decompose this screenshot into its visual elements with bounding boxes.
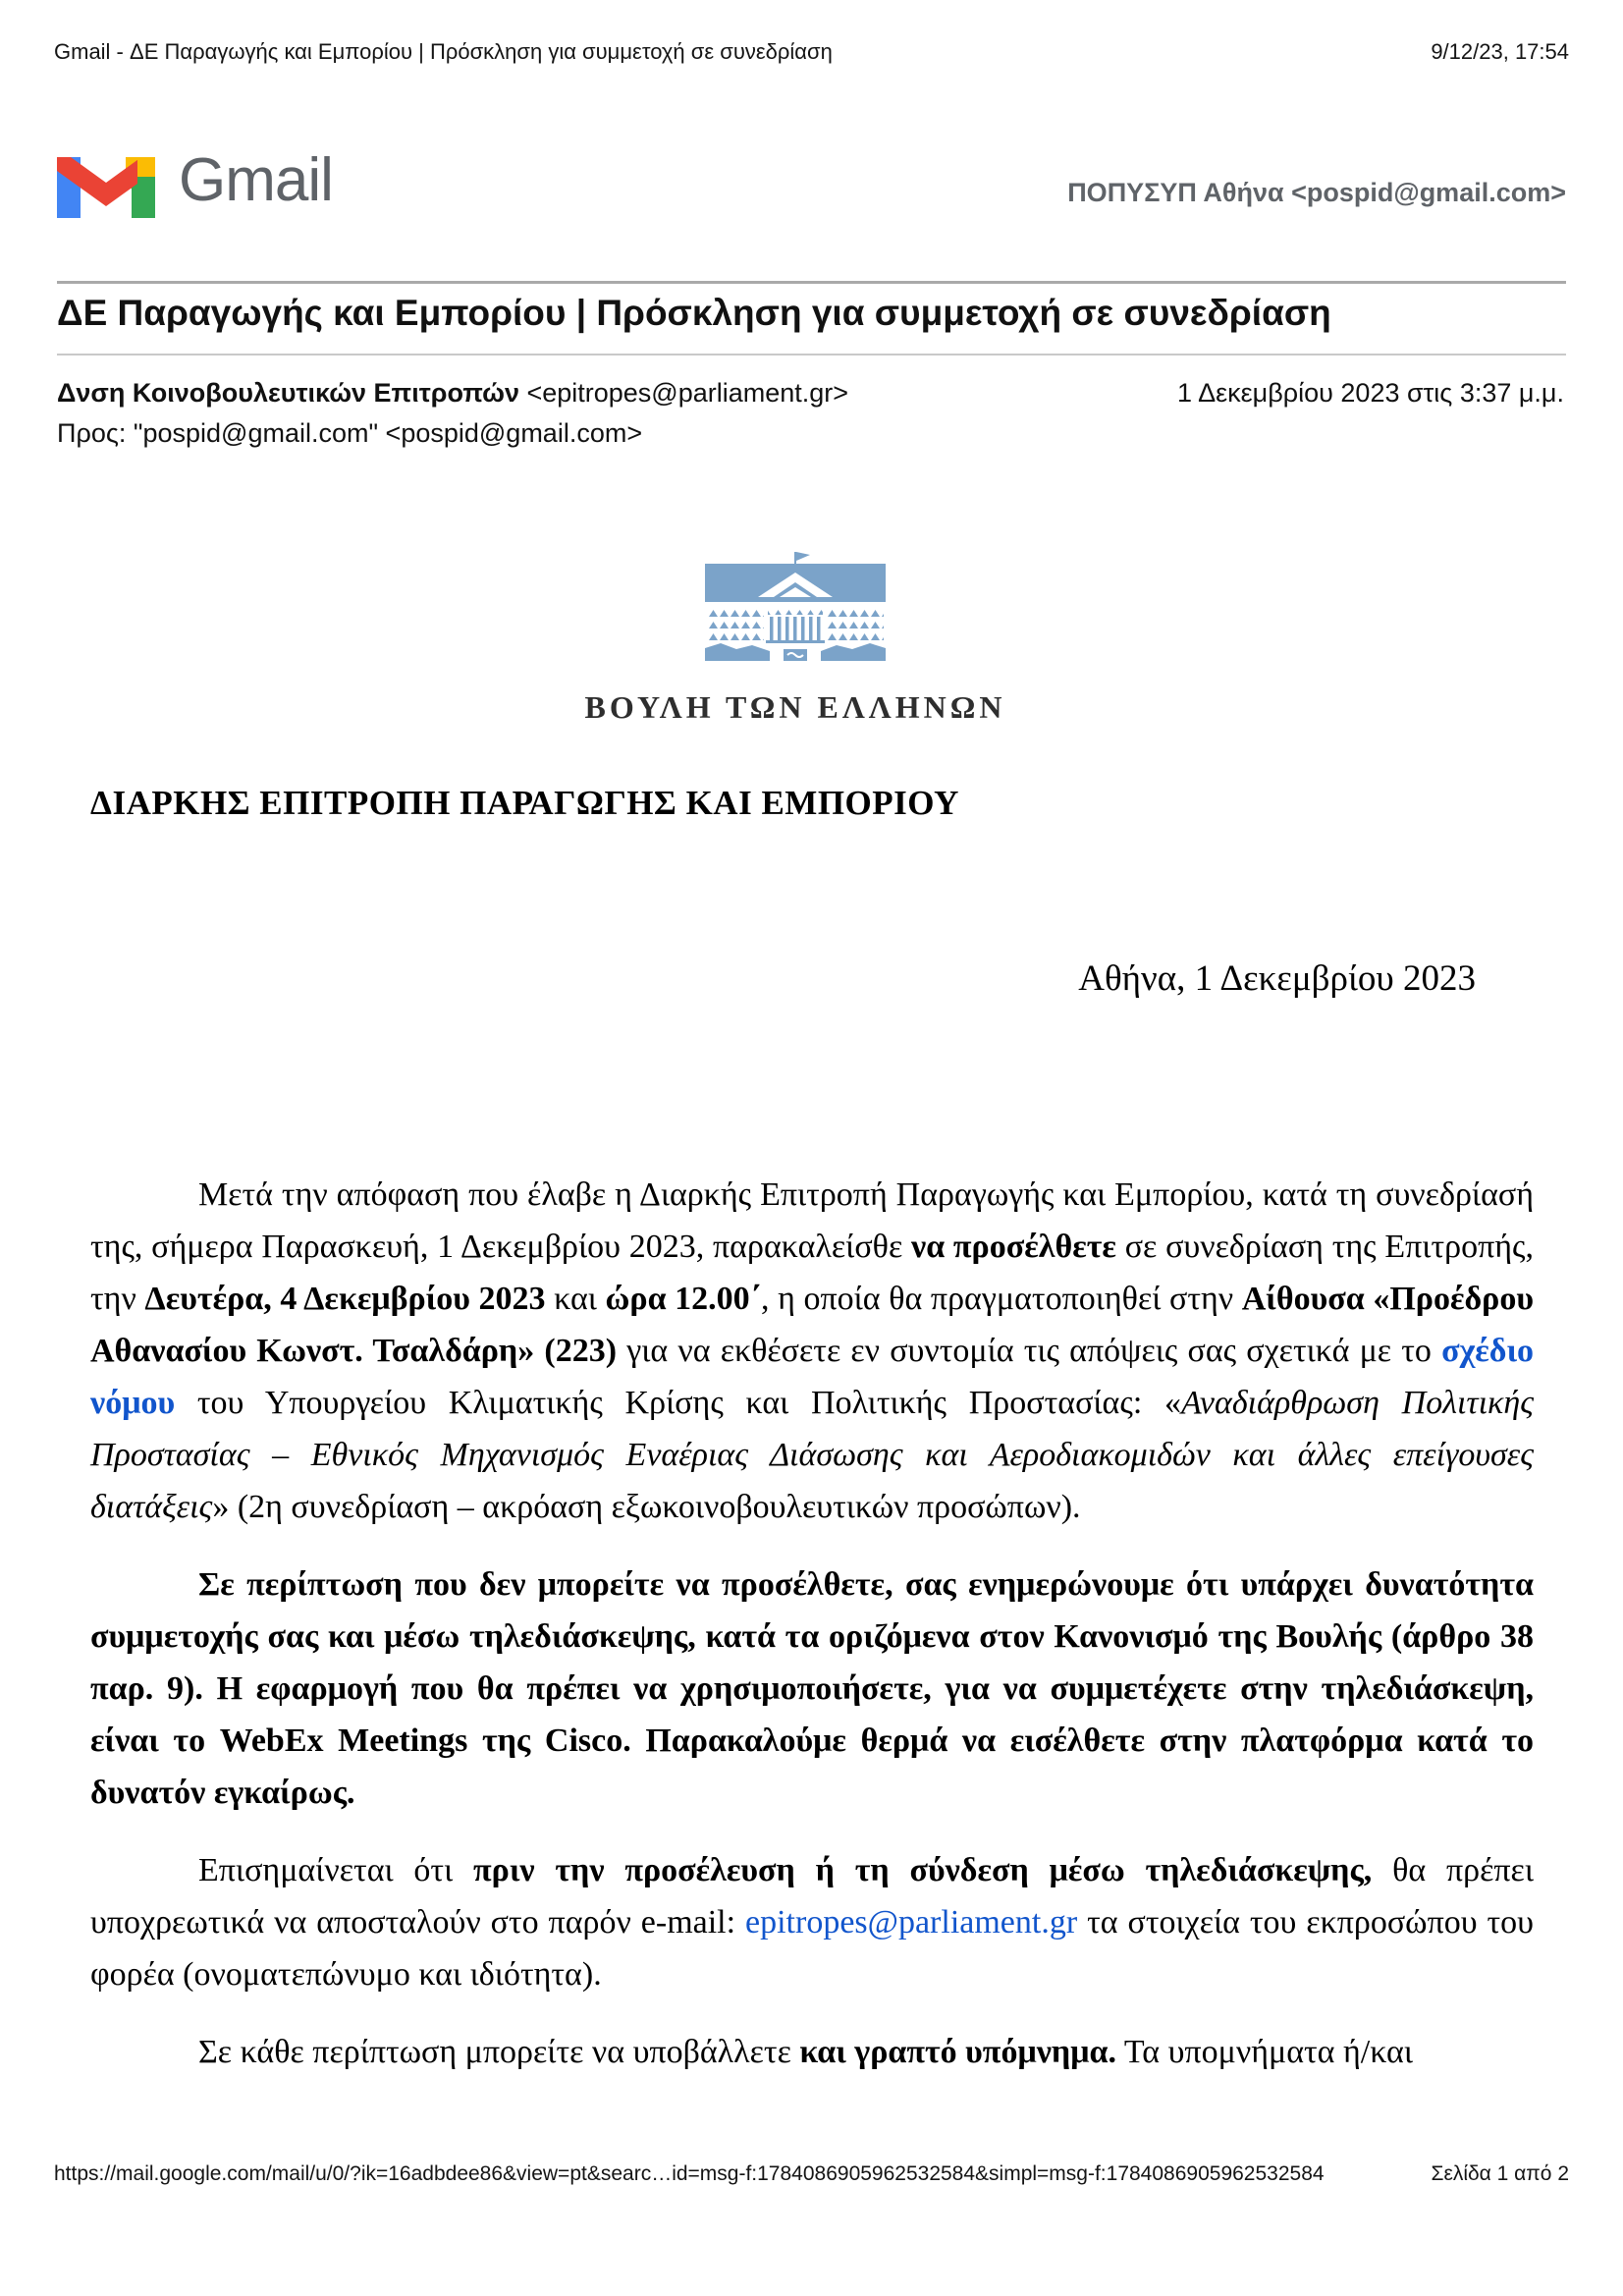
letter-paragraph: [90, 2026, 1534, 2078]
parliament-crest: [0, 550, 1591, 726]
text-segment: σε συνεδρίαση της Επιτροπής, την: [90, 1229, 1534, 1317]
text-segment: Επισημαίνεται ότι: [198, 1852, 474, 1888]
divider-subject: [57, 354, 1566, 355]
text-link[interactable]: σχέδιο νόμου: [90, 1333, 1534, 1421]
text-segment: για να εκθέσετε εν συντομία τις απόψεις σας σχετικά με το: [617, 1333, 1442, 1369]
letter-dateline: Αθήνα, 1 Δεκεμβρίου 2023: [1078, 958, 1476, 999]
print-footer-url: https://mail.google.com/mail/u/0/?ik=16adbdee86&view=pt&searc…id=msg-f:1784086905962532584&simpl=msg-f:1784086905962532584: [54, 2162, 1325, 2185]
text-segment: του Υπουργείου Κλιματικής Κρίσης και Πολιτικής Προστασίας: «: [175, 1385, 1182, 1421]
text-segment: Δευτέρα, 4 Δεκεμβρίου 2023: [144, 1281, 546, 1317]
gmail-logo-icon: [57, 143, 155, 218]
text-segment: ώρα 12.00΄: [605, 1281, 761, 1317]
text-segment: Τα υπομνήματα ή/και: [1115, 2034, 1414, 2070]
text-segment: Αίθουσα «Προέδρου Αθανασίου Κωνστ. Τσαλδάρη» (223): [90, 1281, 1534, 1369]
text-segment: θα πρέπει υποχρεωτικά να αποσταλούν στο παρόν e-mail:: [90, 1852, 1534, 1941]
gmail-brand: [57, 143, 333, 218]
parliament-building-icon: [697, 550, 893, 680]
email-meta: [57, 373, 1564, 454]
from-line: [57, 373, 848, 413]
letter-paragraph: [90, 1844, 1534, 2000]
divider-top: [57, 281, 1566, 284]
text-segment: και: [545, 1281, 606, 1317]
text-segment: τα στοιχεία του εκπροσώπου του φορέα (ονοματεπώνυμο και ιδιότητα).: [90, 1904, 1534, 1993]
text-segment: Σε περίπτωση που δεν μπορείτε να προσέλθετε, σας ενημερώνουμε ότι υπάρχει δυνατότητα συμμετοχής σας και μέσω τηλεδιάσκεψης, κατά τα οριζόμενα στον Κανονισμό της Βουλής (άρθρο 38 παρ. 9). Η εφαρμογή που θα πρέπει να χρησιμοποιήσετε, για να συμμετέχετε στην τηλεδιάσκεψη, είναι το WebEx Meetings της Cisco. Παρακαλούμε θερμά να εισέλθετε στην πλατφόρμα κατά το δυνατόν εγκαίρως.: [90, 1566, 1534, 1811]
committee-title: ΔΙΑΡΚΗΣ ΕΠΙΤΡΟΠΗ ΠΑΡΑΓΩΓΗΣ ΚΑΙ ΕΜΠΟΡΙΟΥ: [90, 784, 959, 822]
text-segment: πριν την προσέλευση ή τη σύνδεση μέσω τηλεδιάσκεψης,: [473, 1852, 1373, 1888]
gmail-wordmark: Gmail: [179, 146, 333, 214]
letter-paragraph: [90, 1558, 1534, 1819]
text-segment: Μετά την απόφαση που έλαβε η Διαρκής Επιτροπή Παραγωγής και Εμπορίου, κατά τη συνεδρίασή της, σήμερα Παρασκευή, 1 Δεκεμβρίου 2023, παρακαλείσθε: [90, 1176, 1534, 1265]
text-segment: και γραπτό υπόμνημα.: [799, 2034, 1116, 2070]
text-segment: Σε κάθε περίπτωση μπορείτε να υποβάλλετε: [198, 2034, 800, 2070]
text-link[interactable]: epitropes@parliament.gr: [745, 1904, 1078, 1941]
letter-paragraph: [90, 1169, 1534, 1533]
text-segment: , η οποία θα πραγματοποιηθεί στην: [761, 1281, 1242, 1317]
text-segment: Αναδιάρθρωση Πολιτικής Προστασίας – Εθνικός Μηχανισμός Εναέριας Διάσωσης και Αεροδιακομιδών και άλλες επείγουσες διατάξεις: [90, 1385, 1535, 1525]
gmail-banner: [57, 143, 1566, 218]
print-footer: [54, 2162, 1569, 2186]
email-date: 1 Δεκεμβρίου 2023 στις 3:37 μ.μ.: [1177, 378, 1564, 408]
print-header: [54, 39, 1569, 65]
to-line: Προς: "pospid@gmail.com" <pospid@gmail.com>: [57, 418, 643, 448]
from-name: Δνση Κοινοβουλευτικών Επιτροπών: [57, 378, 519, 408]
print-header-datetime: 9/12/23, 17:54: [1431, 39, 1569, 64]
print-footer-page-number: Σελίδα 1 από 2: [1431, 2162, 1569, 2185]
print-header-title: Gmail - ΔΕ Παραγωγής και Εμπορίου | Πρόσκληση για συμμετοχή σε συνεδρίαση: [54, 39, 833, 64]
email-subject: ΔΕ Παραγωγής και Εμπορίου | Πρόσκληση για συμμετοχή σε συνεδρίαση: [57, 293, 1331, 333]
text-segment: να προσέλθετε: [911, 1229, 1116, 1265]
parliament-caption: ΒΟΥΛΗ ΤΩΝ ΕΛΛΗΝΩΝ: [584, 689, 1006, 725]
from-address: <epitropes@parliament.gr>: [518, 378, 849, 408]
account-email: ΠΟΠΥΣΥΠ Αθήνα <pospid@gmail.com>: [1067, 178, 1566, 207]
email-meta-left: [57, 373, 848, 454]
text-segment: » (2η συνεδρίαση – ακρόαση εξωκοινοβουλευτικών προσώπων).: [212, 1489, 1081, 1525]
letter-body: [90, 1169, 1534, 2104]
